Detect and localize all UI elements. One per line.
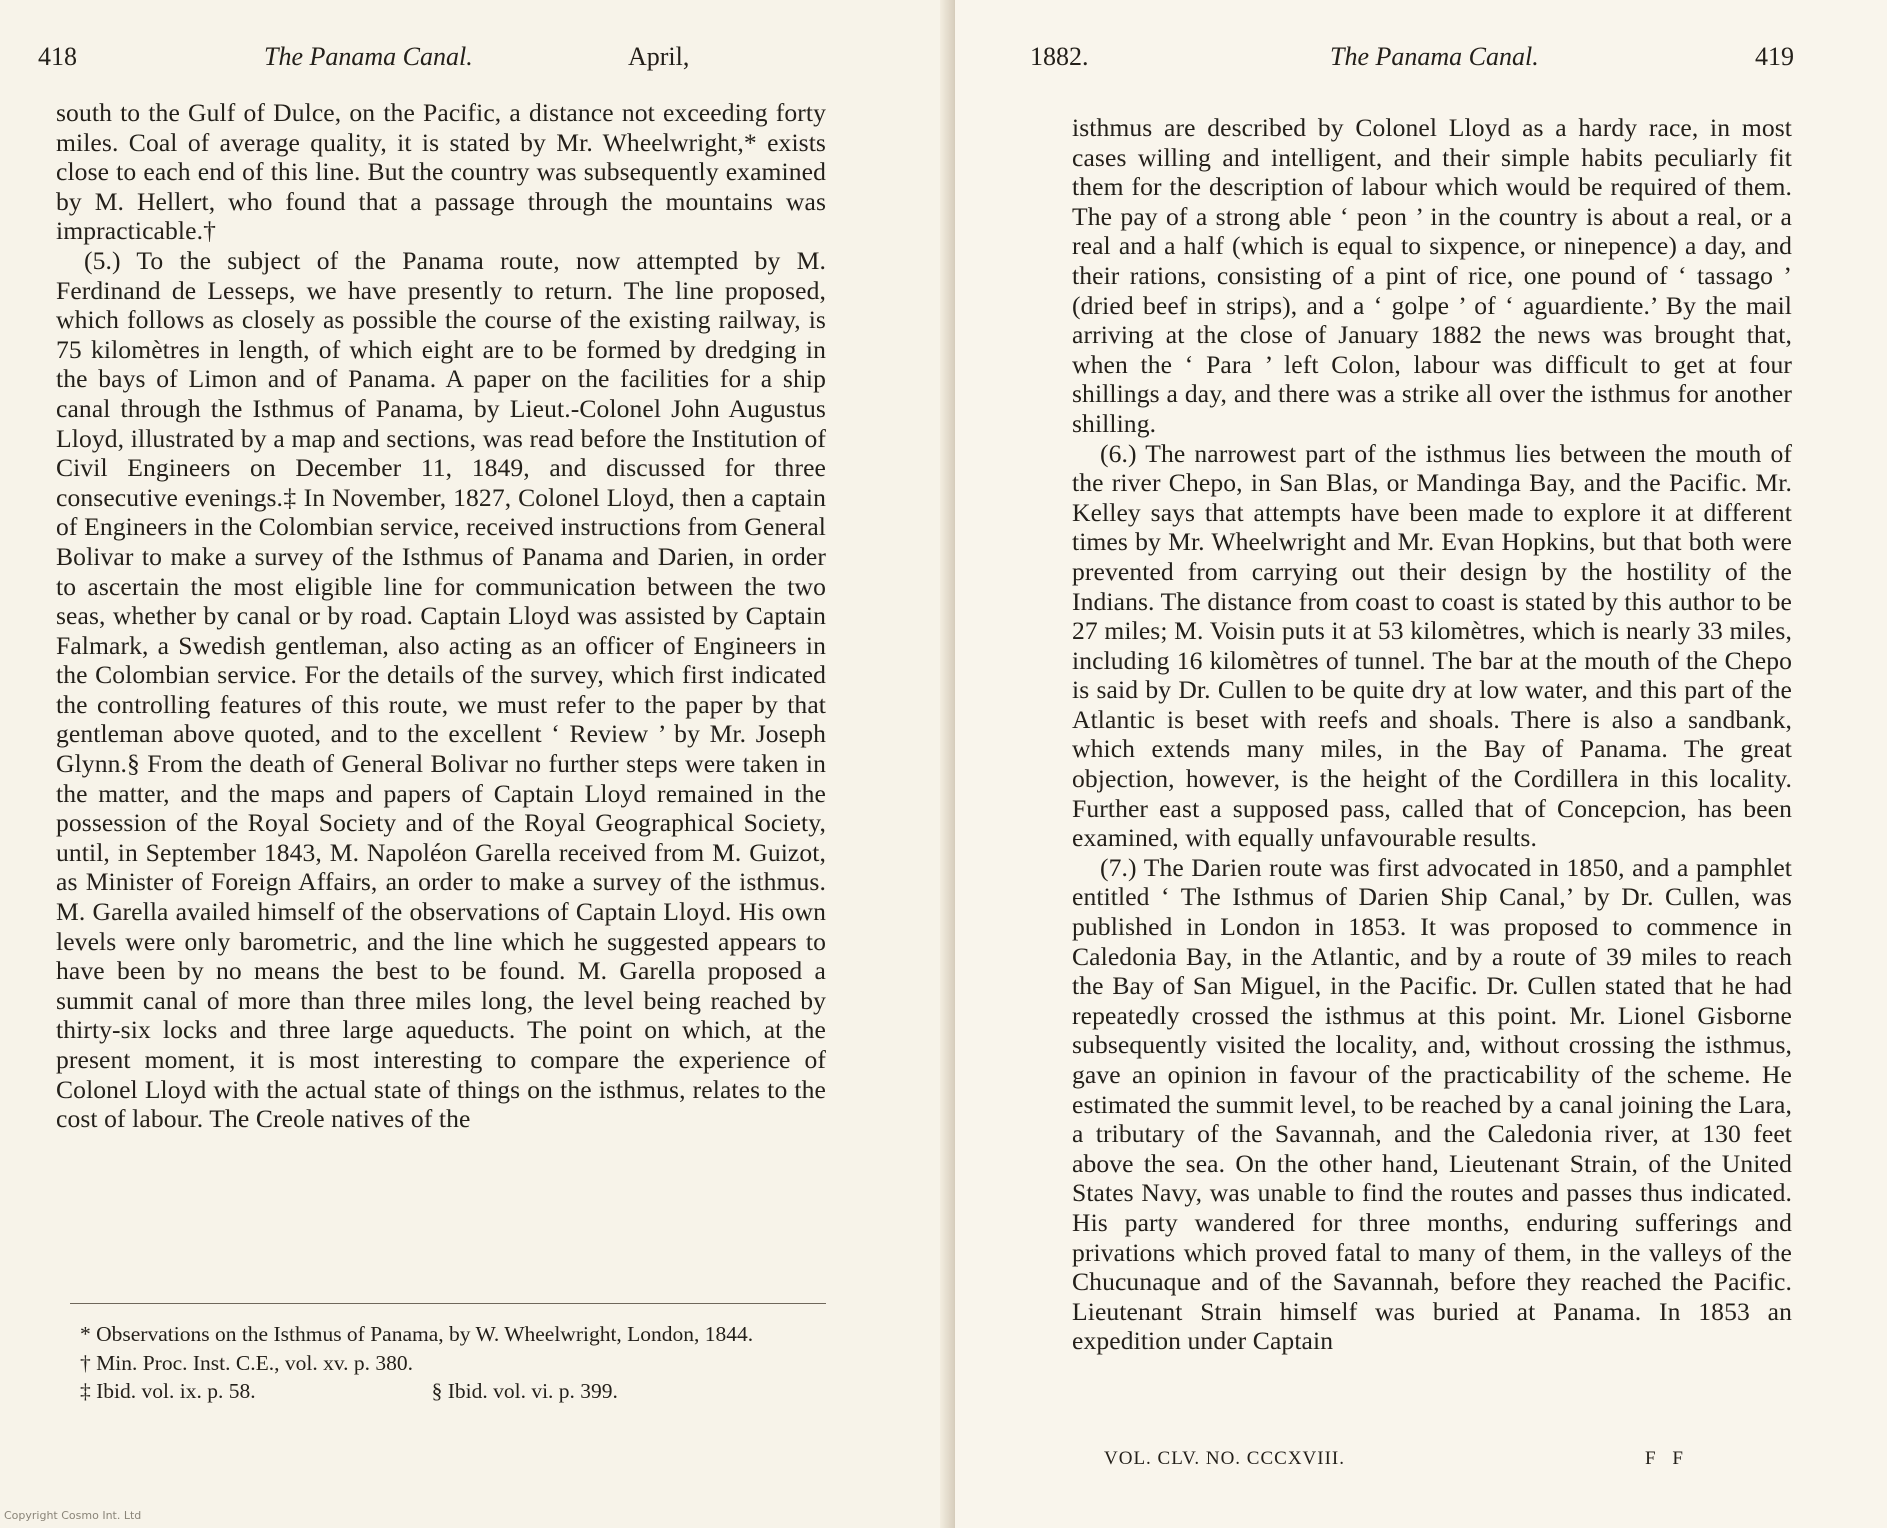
right-body-text — [1072, 113, 1792, 1356]
left-body-text — [56, 98, 826, 1134]
signature-volume: VOL. CLV. NO. CCCXVIII. — [1104, 1448, 1345, 1469]
footnote: ‡ Ibid. vol. ix. p. 58. — [80, 1379, 256, 1403]
paragraph: (6.) The narrowest part of the isthmus lies between the mouth of the river Chepo, in San Blas, or Mandinga Bay, and the Pacific. Mr. Kelley says that attempts have been made to explore it at different times by Mr. Wheelwright and Mr. Evan Hopkins, but that both were prevented from carrying out their design by the hostility of the Indians. The distance from coast to coast is stated by this author to be 27 miles; M. Voisin puts it at 53 kilomètres, which is nearly 33 miles, including 16 kilomètres of tunnel. The bar at the mouth of the Chepo is said by Dr. Cullen to be quite dry at low water, and this part of the Atlantic is beset with reefs and shoals. There is also a sandbank, which extends many miles, in the Bay of Panama. The great objection, however, is the height of the Cordillera in this locality. Further east a supposed pass, called that of Concepcion, has been examined, with equally unfavourable results. — [1072, 438, 1792, 853]
footnote: § Ibid. vol. vi. p. 399. — [431, 1379, 618, 1403]
footnotes — [56, 1320, 836, 1406]
paragraph: (7.) The Darien route was first advocated in 1850, and a pamphlet entitled ‘ The Isthmus of Darien Ship Canal,’ by Dr. Cullen, was published in London in 1853. It was proposed to commence in Caledonia Bay, in the Atlantic, and by a route of 39 miles to reach the Bay of San Miguel, in the Pacific. Dr. Cullen stated that he had repeatedly crossed the isthmus at this point. Mr. Lionel Gisborne subsequently visited the locality, and, without crossing the isthmus, gave an opinion in favour of the practicability of the scheme. He estimated the summit level, to be reached by a canal joining the Lara, a tributary of the Savannah, and the Caledonia river, at 130 feet above the sea. On the other hand, Lieutenant Strain, of the United States Navy, was unable to find the routes and passes thus indicated. His party wandered for three months, enduring sufferings and privations which proved fatal to many of them, in the valleys of the Chucunaque and of the Savannah, before they reached the Pacific. Lieutenant Strain himself was buried at Panama. In 1853 an expedition under Captain — [1072, 852, 1792, 1356]
left-running-title: The Panama Canal. — [264, 42, 473, 71]
footnote: † Min. Proc. Inst. C.E., vol. xv. p. 380. — [80, 1350, 414, 1375]
right-running-title: The Panama Canal. — [1330, 42, 1539, 71]
left-running-date: April, — [628, 42, 690, 71]
paragraph: (5.) To the subject of the Panama route, now attempted by M. Ferdinand de Lesseps, we have presently to return. The line proposed, which follows as closely as possible the course of the existing railway, is 75 kilomètres in length, of which eight are to be formed by dredging in the bays of Limon and of Panama. A paper on the facilities for a ship canal through the Isthmus of Panama, by Lieut.-Colonel John Augustus Lloyd, illustrated by a map and sections, was read before the Institution of Civil Engineers on December 11, 1849, and discussed for three consecutive evenings.‡ In November, 1827, Colonel Lloyd, then a captain of Engineers in the Colombian service, received instructions from General Bolivar to make a survey of the Isthmus of Panama and Darien, in order to ascertain the most eligible line for communication between the two seas, whether by canal or by road. Captain Lloyd was assisted by Captain Falmark, a Swedish gentleman, also acting as an officer of Engineers in the Colombian service. For the details of the survey, which first indicated the controlling features of this route, we must refer to the paper by that gentleman above quoted, and to the excellent ‘ Review ’ by Mr. Joseph Glynn.§ From the death of General Bolivar no further steps were taken in the matter, and the maps and papers of Captain Lloyd remained in the possession of the Royal Society and of the Royal Geographical Society, until, in September 1843, M. Napoléon Garella received from M. Guizot, as Minister of Foreign Affairs, an order to make a survey of the isthmus. M. Garella availed himself of the observations of Captain Lloyd. His own levels were only barometric, and the line which he suggested appears to have been by no means the best to be found. M. Garella proposed a summit canal of more than three miles long, the level being reached by thirty-six locks and three large aqueducts. The point on which, at the present moment, it is most interesting to compare the experience of Colonel Lloyd with the actual state of things on the isthmus, relates to the cost of labour. The Creole natives of the — [56, 245, 826, 1134]
right-page-number: 419 — [1755, 42, 1794, 71]
paragraph: isthmus are described by Colonel Lloyd as a hardy race, in most cases willing and intelligent, and their simple habits peculiarly fit them for the description of labour which would be required of them. The pay of a strong able ‘ peon ’ in the country is about a real, or a real and a half (which is equal to sixpence, or ninepence) a day, and their rations, consisting of a pint of rice, one pound of ‘ tassago ’ (dried beef in strips), and a ‘ golpe ’ of ‘ aguardiente.’ By the mail arriving at the close of January 1882 the news was brought that, when the ‘ Para ’ left Colon, labour was difficult to get at four shillings a day, and there was a strike all over the isthmus for another shilling. — [1072, 113, 1792, 438]
footnote: * Observations on the Isthmus of Panama, by W. Wheelwright, London, 1844. — [80, 1322, 754, 1346]
footnote-rule — [70, 1303, 826, 1304]
left-page-number: 418 — [38, 42, 77, 71]
copyright-watermark: Copyright Cosmo Int. Ltd — [4, 1509, 142, 1522]
right-running-date: 1882. — [1030, 42, 1089, 71]
signature-mark: F F — [1645, 1448, 1689, 1469]
paragraph: south to the Gulf of Dulce, on the Pacific, a distance not exceeding forty miles. Coal of average quality, it is stated by Mr. Wheelwright,* exists close to each end of this line. But the country was subsequently examined by M. Hellert, who found that a passage through the mountains was impracticable.† — [56, 98, 826, 246]
right-page — [955, 0, 1887, 1528]
